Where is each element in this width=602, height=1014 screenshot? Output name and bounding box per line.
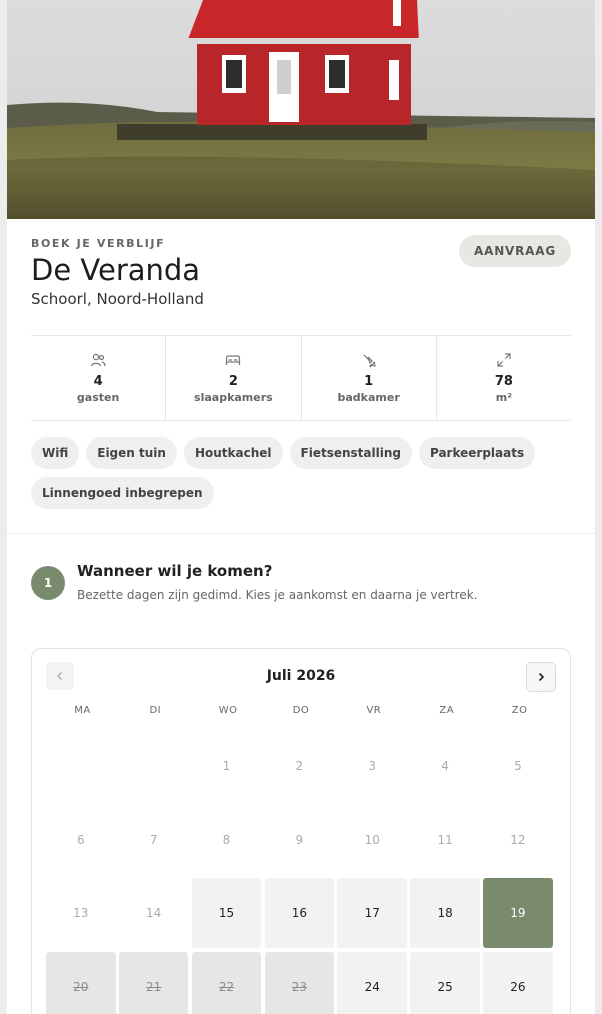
stat-value: 4: [93, 374, 103, 389]
calendar-day[interactable]: 18: [410, 878, 480, 948]
calendar-day[interactable]: 17: [337, 878, 407, 948]
calendar-day: 20: [46, 952, 116, 1014]
weekday-label: DO: [292, 705, 310, 716]
calendar-day: 21: [119, 952, 189, 1014]
users-icon: [90, 352, 106, 368]
calendar-empty-cell: [119, 731, 189, 801]
calendar-day: 11: [437, 832, 453, 847]
stat-bedrooms: [166, 336, 301, 420]
calendar-day: 2: [295, 759, 304, 773]
calendar-day: 1: [222, 759, 231, 773]
month-label: Juli 2026: [266, 668, 336, 684]
amenity-chip: Eigen tuin: [86, 437, 177, 469]
next-month-button[interactable]: [526, 662, 556, 692]
stat-label: m²: [495, 391, 513, 404]
calendar-day[interactable]: 16: [265, 878, 335, 948]
calendar-week: [46, 952, 556, 1014]
calendar-day[interactable]: 15: [192, 878, 262, 948]
page-title: De Veranda: [31, 253, 201, 287]
listing-header: [7, 219, 595, 335]
calendar-day: 23: [265, 952, 335, 1014]
weekday-label: ZA: [439, 705, 455, 716]
weekday-label: WO: [218, 705, 238, 716]
calendar-day: 3: [368, 759, 377, 773]
calendar-day: 10: [364, 832, 380, 847]
weekday-label: VR: [366, 705, 382, 716]
calendar-day: 5: [514, 759, 522, 773]
stat-value: 78: [494, 374, 513, 389]
amenity-chip: Fietsenstalling: [290, 437, 412, 469]
status-badge: AANVRAAG: [459, 235, 571, 267]
calendar-day: 8: [222, 832, 231, 847]
calendar-day: 13: [73, 906, 89, 920]
weekday-label: DI: [149, 705, 162, 716]
amenity-list: [7, 421, 595, 509]
step-number: 1: [31, 566, 65, 600]
calendar-week: [46, 731, 556, 801]
calendar-empty-cell: [46, 731, 116, 801]
weekday-label: ZO: [511, 705, 528, 716]
calendar-week: [46, 805, 556, 875]
stat-value: 2: [228, 374, 238, 389]
calendar-day[interactable]: 26: [483, 952, 553, 1014]
shower-icon: [361, 352, 377, 368]
calendar-week: [46, 878, 556, 948]
stats-row: [31, 335, 571, 421]
expand-icon: [496, 352, 512, 368]
stat-guests: [31, 336, 166, 420]
stat-bathrooms: [302, 336, 437, 420]
stat-label: slaapkamers: [194, 391, 273, 404]
chevron-right-icon: [536, 672, 546, 682]
amenity-chip: Linnengoed inbegrepen: [31, 477, 214, 509]
calendar-day-selected[interactable]: 19: [483, 878, 553, 948]
calendar-day: 6: [76, 832, 85, 847]
step-title: Wanneer wil je komen?: [77, 562, 273, 580]
booking-card: [7, 0, 595, 1014]
stat-value: 1: [364, 374, 374, 389]
calendar-day[interactable]: 25: [410, 952, 480, 1014]
weekday-label: MA: [74, 705, 91, 716]
date-calendar: [31, 648, 571, 1014]
eyebrow-label: BOEK JE VERBLIJF: [31, 237, 166, 250]
calendar-day: 14: [146, 906, 162, 920]
calendar-day: 9: [295, 832, 304, 847]
day-grid: [32, 731, 570, 1014]
calendar-day: 22: [192, 952, 262, 1014]
calendar-day: 7: [149, 832, 158, 847]
step-subtitle: Bezette dagen zijn gedimd. Kies je aankomst en daarna je vertrek.: [77, 588, 478, 602]
stat-label: gasten: [76, 391, 120, 404]
location-label: Schoorl, Noord-Holland: [31, 290, 204, 308]
calendar-day: 4: [441, 759, 449, 773]
calendar-header: [32, 649, 570, 705]
weekday-row: [32, 705, 570, 723]
calendar-day: 12: [510, 832, 526, 847]
calendar-day[interactable]: 24: [337, 952, 407, 1014]
step-header: [7, 534, 595, 620]
bed-icon: [225, 352, 241, 368]
amenity-chip: Parkeerplaats: [419, 437, 535, 469]
amenity-chip: Houtkachel: [184, 437, 283, 469]
stat-area: [437, 336, 571, 420]
amenity-chip: Wifi: [31, 437, 79, 469]
hero-image: [7, 0, 595, 219]
stat-label: badkamer: [337, 391, 400, 404]
